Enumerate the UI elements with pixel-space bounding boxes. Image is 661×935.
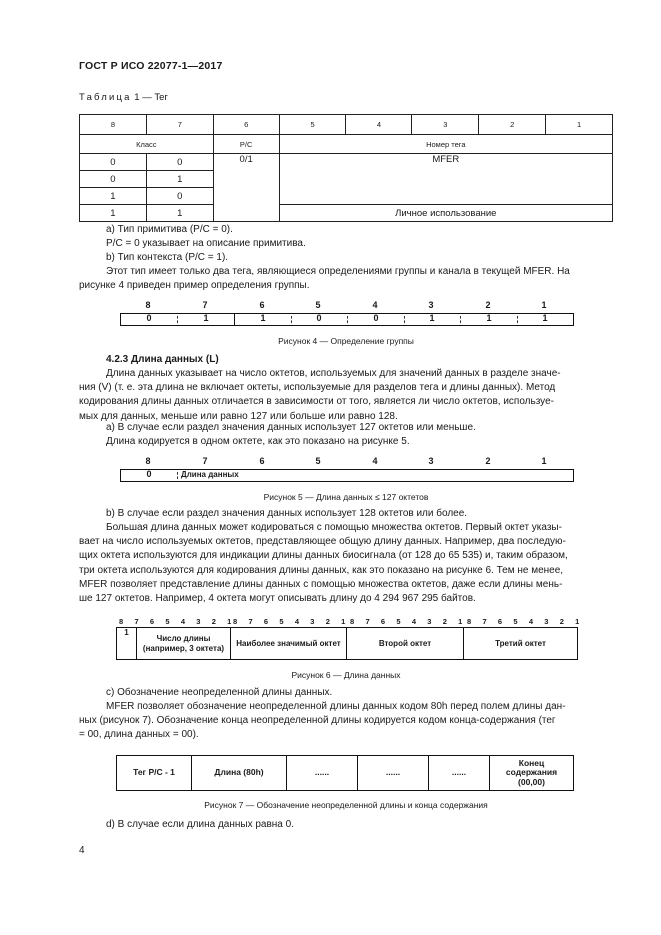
text-line: MFER позволяет обозначение неопределенной длины данных кодом 80h перед полем длины дан- xyxy=(106,701,566,712)
bit-value: 1 xyxy=(260,313,266,323)
private-use-cell: Личное использование xyxy=(279,205,612,222)
bit-label: 4 xyxy=(372,300,378,310)
bit-label: 7 xyxy=(202,456,208,466)
bit-header-cell: 5 xyxy=(279,115,346,135)
table-cell: 0 xyxy=(146,188,213,205)
bit-header-cell: 4 xyxy=(346,115,412,135)
figure6-msb-octet: Наиболее значимый октет xyxy=(230,627,347,660)
bit-label: 1 xyxy=(541,456,547,466)
bit-separator xyxy=(517,316,518,323)
text-line: ных (рисунок 7). Обозначение конца неопределенной длины кодируется кодом конца-содержания (тег xyxy=(79,715,556,727)
page-number: 4 xyxy=(79,845,85,856)
bit-separator xyxy=(347,316,348,323)
figure7-dots-cell: ...... xyxy=(286,755,358,791)
figure7-length-cell: Длина (80h) xyxy=(191,755,287,791)
table-caption-word: Таблица xyxy=(79,92,132,103)
pc-value-cell: 0/1 xyxy=(213,154,279,222)
bit-value: 1 xyxy=(486,313,492,323)
text-line: = 00, длина данных = 00). xyxy=(79,729,199,741)
text-line: Большая длина данных может кодироваться с помощью множества октетов. Первый октет указы- xyxy=(106,522,562,533)
figure6-third-octet: Третий октет xyxy=(463,627,578,660)
bit-header-cell: 7 xyxy=(146,115,213,135)
bit-separator xyxy=(177,472,178,479)
bit-value: 0 xyxy=(146,313,152,323)
paragraph-primitive-type: а) Тип примитива (P/C = 0). xyxy=(106,224,233,235)
table-caption-rest: 1 — Teг xyxy=(134,92,168,103)
paragraph-long-length xyxy=(79,521,613,606)
bit-label: 8 xyxy=(145,456,151,466)
bit-label: 5 xyxy=(315,456,321,466)
bit-separator xyxy=(404,316,405,323)
bit-label: 6 xyxy=(259,300,265,310)
text-line: Длина данных указывает на число октетов, используемых для значений данных в разделе значе- xyxy=(106,368,561,379)
figure6-second-octet: Второй октет xyxy=(346,627,464,660)
bit-label: 4 xyxy=(372,456,378,466)
paragraph-length-desc xyxy=(79,367,613,424)
section-heading: 4.2.3 Длина данных (L) xyxy=(106,354,219,365)
text-line: три октета используются для кодирования длины данных, как это показано на рисунке 6. Тем не менее, xyxy=(79,564,564,576)
text-line: щих октета используются для индикации длины данных биосигнала (от 128 до 65 535) и, таким образом, xyxy=(79,550,568,562)
bit-header-cell: 1 xyxy=(546,115,613,135)
figure6-bit-group: 8 7 6 5 4 3 2 1 xyxy=(350,617,467,626)
table-cell: 0 xyxy=(80,154,147,171)
bit-header-cell: 8 xyxy=(80,115,147,135)
figure7-end-cell: Конец содержания (00,00) xyxy=(489,755,574,791)
bit-separator xyxy=(177,316,178,323)
paragraph-case-c: c) Обозначение неопределенной длины данных. xyxy=(106,687,333,698)
paragraph-case-b: b) В случае если раздел значения данных использует 128 октетов или более. xyxy=(106,508,468,519)
figure7-dots-cell: ...... xyxy=(428,755,490,791)
bit-value: 0 xyxy=(146,469,152,479)
text-line: ше 127 октетов. Например, 4 октета могут описывать длину до 4 294 967 295 байтов. xyxy=(79,593,476,605)
bit-header-cell: 3 xyxy=(412,115,479,135)
first-bit-cell: 1 xyxy=(117,628,137,659)
table-cell: 1 xyxy=(80,205,147,222)
bit-separator xyxy=(460,316,461,323)
figure7-tag-cell: Тег P/C - 1 xyxy=(116,755,192,791)
figure6-bit-group: 8 7 6 5 4 3 2 1 xyxy=(119,617,236,626)
paragraph-context-type: b) Тип контекста (P/C = 1). xyxy=(106,252,229,263)
table-row xyxy=(80,205,613,222)
figure5-octet-box xyxy=(120,469,574,482)
text-line: мых для данных, меньше или равно 127 или больше или равно 128. xyxy=(79,410,398,422)
tag-table xyxy=(79,114,613,222)
bit-value: 0 xyxy=(316,313,322,323)
bit-value: 1 xyxy=(429,313,435,323)
bit-value: 0 xyxy=(373,313,379,323)
figure4-caption: Рисунок 4 — Определение группы xyxy=(278,336,414,346)
paragraph-case-d: d) В случае если длина данных равна 0. xyxy=(106,819,294,830)
paragraph-case-a: а) В случае если раздел значения данных использует 127 октетов или меньше. xyxy=(106,422,476,433)
figure6-bit-group: 8 7 6 5 4 3 2 1 xyxy=(233,617,350,626)
text-line: ния (V) (т. е. эта длина не включает октеты, используемые для разделов тега и длины данных). Метод xyxy=(79,382,556,394)
paragraph-tags-line-1: Этот тип имеет только два тега, являющиеся определениями группы и канала в текущей MFER. На xyxy=(106,266,570,277)
tag-number-header: Номер тега xyxy=(279,135,612,154)
data-length-label: Длина данных xyxy=(181,470,239,479)
figure4-octet-box xyxy=(120,313,574,326)
count-label: Число длины (например, 3 октета) xyxy=(142,634,225,653)
bit-label: 7 xyxy=(202,300,208,310)
bit-label: 8 xyxy=(145,300,151,310)
bit-value: 1 xyxy=(542,313,548,323)
paragraph-case-a-2: Длина кодируется в одном октете, как это показано на рисунке 5. xyxy=(106,436,410,447)
paragraph-indefinite xyxy=(79,700,613,743)
bit-label: 3 xyxy=(428,456,434,466)
text-line: MFER позволяет представление длины данных с помощью множества октетов, даже если длины мень- xyxy=(79,578,563,590)
paragraph-tags-line-2: рисунке 4 приведен пример определения группы. xyxy=(79,280,310,291)
figure4-bit-numbers xyxy=(120,300,574,312)
table-row xyxy=(80,135,613,154)
bit-separator xyxy=(291,316,292,323)
figure6-bit-group: 8 7 6 5 4 3 2 1 xyxy=(467,617,584,626)
text-line: кодирования длины данных отличается в зависимости от того, является ли число октетов, используе- xyxy=(79,396,554,408)
figure5-caption: Рисунок 5 — Длина данных ≤ 127 октетов xyxy=(263,492,429,502)
field-separator xyxy=(234,314,235,325)
table-cell: 0 xyxy=(80,171,147,188)
document-header: ГОСТ Р ИСО 22077-1—2017 xyxy=(79,60,223,72)
bit-label: 3 xyxy=(428,300,434,310)
table-row xyxy=(80,154,613,171)
bit-label: 5 xyxy=(315,300,321,310)
bit-label: 2 xyxy=(485,300,491,310)
figure7-dots-cell: ...... xyxy=(357,755,429,791)
text-line: вает на число используемых октетов, представляющее общую длину данных. Например, два последую- xyxy=(79,536,566,548)
table-cell: 1 xyxy=(80,188,147,205)
bit-label: 1 xyxy=(541,300,547,310)
figure6-caption: Рисунок 6 — Длина данных xyxy=(291,670,401,680)
figure5-bit-numbers xyxy=(120,456,574,468)
paragraph-primitive-desc: P/C = 0 указывает на описание примитива. xyxy=(106,238,306,249)
bit-value: 1 xyxy=(203,313,209,323)
figure7-caption: Рисунок 7 — Обозначение неопределенной длины и конца содержания xyxy=(204,800,488,810)
table-row xyxy=(80,115,613,135)
bit-header-cell: 2 xyxy=(479,115,546,135)
pc-header: P/C xyxy=(213,135,279,154)
mfer-cell: MFER xyxy=(279,154,612,205)
table-cell: 0 xyxy=(146,154,213,171)
class-header: Класс xyxy=(80,135,214,154)
bit-header-cell: 6 xyxy=(213,115,279,135)
bit-label: 2 xyxy=(485,456,491,466)
figure6-count-octet xyxy=(116,627,231,660)
bit-label: 6 xyxy=(259,456,265,466)
table-caption xyxy=(79,92,168,103)
table-cell: 1 xyxy=(146,205,213,222)
table-cell: 1 xyxy=(146,171,213,188)
